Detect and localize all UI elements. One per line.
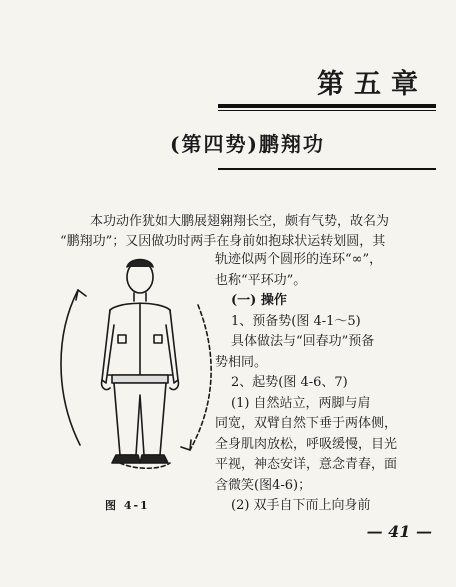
right-arrow-head (181, 440, 191, 450)
section-title: (第四势)鹏翔功 (170, 132, 325, 156)
operation-heading: (一) 操作 (231, 293, 287, 308)
intro-line-1: 本功动作犹如大鹏展翅翱翔长空，颇有气势，故名为 (90, 214, 390, 229)
step1-desc-line-1: 具体做法与“回春功”预备 (231, 334, 375, 349)
step2-p1-line-4: 平视，神态安详，意念青春，面 (215, 457, 398, 472)
step2-p1-line-5: 含微笑(图4-6)； (215, 477, 312, 493)
step2-p2-line-1: (2) 双手自下而上向身前 (231, 498, 371, 513)
step2-p1-line-2: 同宽，双臂自然下垂于两体侧， (215, 416, 398, 431)
step2-p1-line-3: 全身肌肉放松，呼吸缓慢，目光 (215, 436, 398, 452)
right-shoe (140, 455, 168, 463)
chapter-title: 第五章 (317, 69, 428, 100)
intro-line-3: 轨迹似两个圆形的连环“∞”， (215, 252, 383, 267)
trousers (114, 383, 166, 455)
standing-man-illustration (50, 255, 220, 485)
figure-standing-man (50, 255, 220, 485)
section-rule (218, 168, 436, 170)
title-rule-thin (218, 110, 436, 111)
intro-line-2: “鹏翔功”；又因做功时两手在身前如抱球状运转划圆，其 (60, 234, 386, 249)
title-rule-thick (218, 104, 436, 108)
intro-line-4: 也称“平环功”。 (215, 272, 307, 288)
left-arrow-head (76, 290, 86, 300)
left-shoe (112, 455, 140, 463)
right-column-text (215, 250, 445, 517)
step2-p1-line-1: (1) 自然站立，两脚与肩 (231, 395, 371, 411)
step2-heading: 2、起势(图 4-6、7) (231, 375, 348, 390)
step1-heading: 1、预备势(图 4-1～5) (231, 313, 361, 329)
page-number: — 41 — (366, 522, 432, 541)
left-arc-arrow (61, 290, 80, 445)
right-arc-arrow (190, 305, 211, 450)
figure-caption: 图 4-1 (105, 499, 150, 512)
belt (112, 375, 168, 383)
step1-desc-line-2: 势相同。 (215, 354, 268, 370)
